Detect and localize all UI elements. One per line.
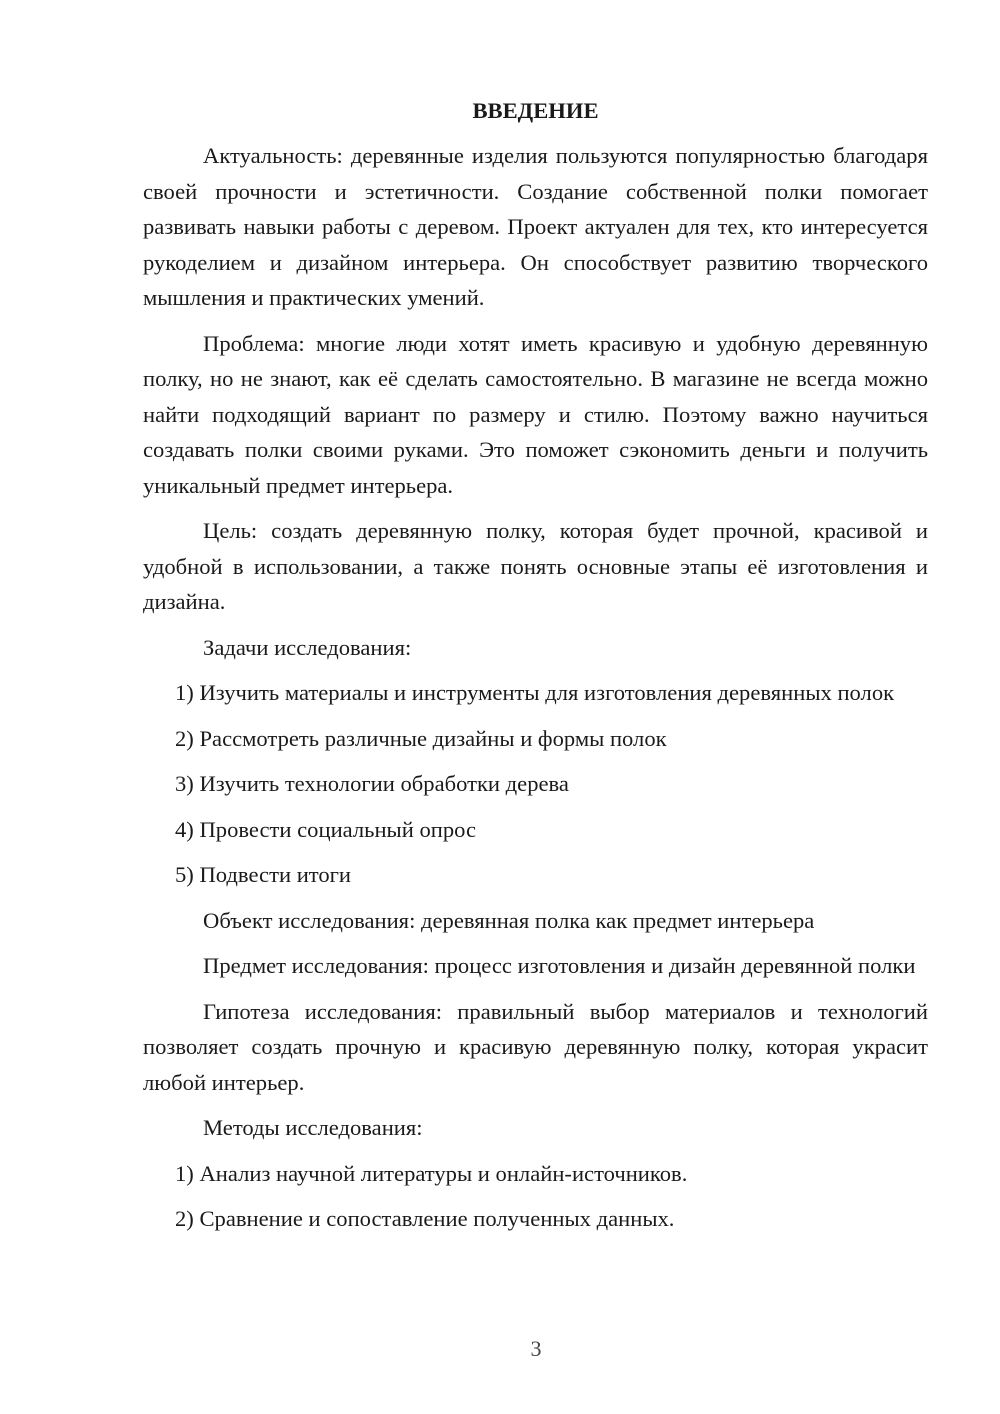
- task-item: 4) Провести социальный опрос: [175, 816, 477, 842]
- method-item: 2) Сравнение и сопоставление полученных данных.: [175, 1206, 675, 1231]
- page-content: [143, 93, 928, 1247]
- task-item: 1) Изучить материалы и инструменты для изготовления деревянных полок: [175, 680, 895, 705]
- task-item: 2) Рассмотреть различные дизайны и формы полок: [175, 725, 667, 751]
- task-item: 5) Подвести итоги: [175, 862, 352, 887]
- section-title: ВВЕДЕНИЕ: [472, 98, 599, 123]
- page-number: 3: [530, 1336, 542, 1361]
- goal-paragraph: Цель: создать деревянную полку, которая будет прочной, красивой и удобной в использовании, а также понять основные этапы её изготовления и дизайна.: [143, 518, 928, 614]
- object-paragraph: Объект исследования: деревянная полка как предмет интерьера: [203, 907, 815, 933]
- methods-heading: Методы исследования:: [203, 1115, 423, 1140]
- hypothesis-paragraph: Гипотеза исследования: правильный выбор материалов и технологий позволяет создать прочную и красивую деревянную полку, которая украсит любой интерьер.: [143, 998, 928, 1095]
- tasks-heading: Задачи исследования:: [203, 634, 412, 660]
- problem-paragraph: Проблема: многие люди хотят иметь красивую и удобную деревянную полку, но не знают, как её сделать самостоятельно. В магазине не всегда можно найти подходящий вариант по размеру и стилю. Поэтому важно научиться создавать полки своими руками. Это поможет сэкономить деньги и получить уникальный предмет интерьера.: [143, 330, 928, 498]
- method-item: 1) Анализ научной литературы и онлайн-источников.: [175, 1160, 688, 1186]
- task-item: 3) Изучить технологии обработки дерева: [175, 771, 569, 796]
- subject-paragraph: Предмет исследования: процесс изготовления и дизайн деревянной полки: [203, 953, 916, 978]
- relevance-paragraph: Актуальность: деревянные изделия пользуются популярностью благодаря своей прочности и эстетичности. Создание собственной полки помогает развивать навыки работы с деревом. Проект актуален для тех, кто интересуется рукоделием и дизайном интерьера. Он способствует развитию творческого мышления и практических умений.: [143, 143, 928, 310]
